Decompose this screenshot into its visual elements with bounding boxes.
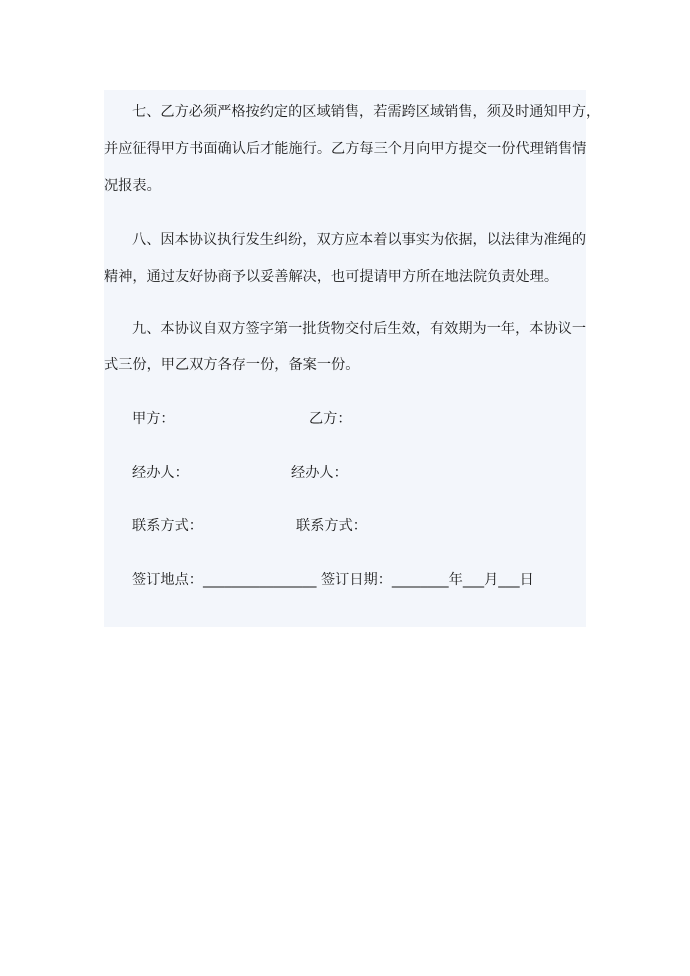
agent-b-label: 经办人：: [291, 465, 348, 481]
clause-8-line-2: 精神，通过友好协商予以妥善解决，也可提请甲方所在地法院负责处理。: [104, 269, 559, 285]
party-b-label: 乙方：: [309, 411, 352, 427]
agent-a-label: 经办人：: [132, 465, 189, 481]
clause-8-line-1: 八、因本协议执行发生纠纷，双方应本着以事实为依据，以法律为准绳的: [132, 232, 587, 248]
clause-9-line-2: 式三份，甲乙双方各存一份，备案一份。: [104, 357, 360, 373]
clause-7-line-2: 并应征得甲方书面确认后才能施行。乙方每三个月向甲方提交一份代理销售情: [104, 141, 587, 157]
clause-9-line-1: 九、本协议自双方签字第一批货物交付后生效，有效期为一年，本协议一: [132, 321, 587, 337]
contact-a-label: 联系方式：: [132, 518, 203, 534]
clause-7-line-1: 七、乙方必须严格按约定的区域销售，若需跨区域销售，须及时通知甲方，: [132, 104, 601, 120]
clause-7-line-3: 况报表。: [104, 178, 161, 194]
signing-place-and-date: 签订地点：________________ 签订日期：________年___月___日: [132, 572, 534, 588]
party-a-label: 甲方：: [132, 411, 175, 427]
contact-b-label: 联系方式：: [296, 518, 367, 534]
